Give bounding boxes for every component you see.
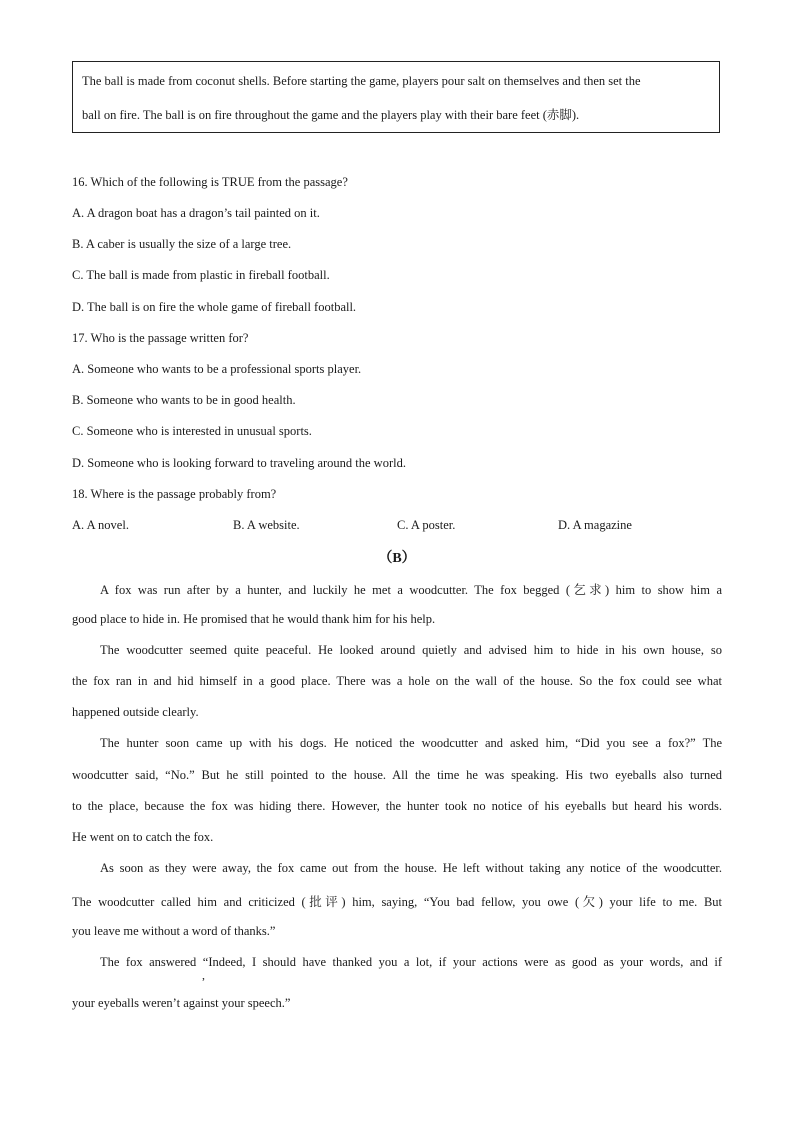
passage-line: As soon as they were away, the fox came out from the house. He left without taking any notice of the woodcutter.: [100, 861, 722, 875]
question-17-option-d: D. Someone who is looking forward to traveling around the world.: [72, 456, 406, 470]
question-18-option-a: A. A novel.: [72, 518, 129, 532]
question-16-option-a: A. A dragon boat has a dragon’s tail painted on it.: [72, 206, 320, 220]
question-16-stem: 16. Which of the following is TRUE from the passage?: [72, 175, 348, 189]
passage-line: He went on to catch the fox.: [72, 830, 214, 844]
passage-line: woodcutter said, “No.” But he still pointed to the house. All the time he was speaking. His two eyeballs also turned: [72, 768, 722, 782]
passage-line: A fox was run after by a hunter, and luckily he met a woodcutter. The fox begged (乞求) him to show him a: [100, 583, 722, 597]
passage-line: the fox ran in and hid himself in a good place. There was a hole on the wall of the house. So the fox could see what: [72, 674, 722, 688]
question-17-option-a: A. Someone who wants to be a professional sports player.: [72, 362, 362, 376]
passage-line: your eyeballs weren’t against your speech.”: [72, 996, 291, 1010]
question-18-option-d: D. A magazine: [558, 518, 632, 532]
passage-line: to the place, because the fox was hiding there. However, the hunter took no notice of his eyeballs but heard his words.: [72, 799, 722, 813]
stray-comma-mark: ,: [202, 968, 205, 982]
passage-line: The woodcutter seemed quite peaceful. He looked around quietly and advised him to hide in his own house, so: [100, 643, 722, 657]
question-18-option-c: C. A poster.: [397, 518, 456, 532]
passage-line: good place to hide in. He promised that he would thank him for his help.: [72, 612, 436, 626]
question-18-option-b: B. A website.: [233, 518, 300, 532]
question-17-option-b: B. Someone who wants to be in good health.: [72, 393, 296, 407]
passage-line: The woodcutter called him and criticized (批评) him, saying, “You bad fellow, you owe (欠) your life to me. But: [72, 895, 722, 909]
passage-line: The fox answered “Indeed, I should have thanked you a lot, if your actions were as good as your words, and if: [100, 955, 722, 969]
question-17-stem: 17. Who is the passage written for?: [72, 331, 249, 345]
question-16-option-c: C. The ball is made from plastic in fireball football.: [72, 268, 330, 282]
question-18-stem: 18. Where is the passage probably from?: [72, 487, 277, 501]
question-16-option-b: B. A caber is usually the size of a large tree.: [72, 237, 292, 251]
section-b-heading: （B）: [378, 551, 416, 566]
passage-box-line: The ball is made from coconut shells. Before starting the game, players pour salt on themselves and then set the: [82, 74, 641, 88]
passage-line: you leave me without a word of thanks.”: [72, 924, 276, 938]
passage-excerpt-box: [72, 61, 720, 133]
passage-box-line: ball on fire. The ball is on fire throughout the game and the players play with their bare feet (赤脚).: [82, 108, 580, 122]
question-16-option-d: D. The ball is on fire the whole game of fireball football.: [72, 300, 357, 314]
passage-line: The hunter soon came up with his dogs. He noticed the woodcutter and asked him, “Did you see a fox?” The: [100, 736, 722, 750]
question-17-option-c: C. Someone who is interested in unusual sports.: [72, 424, 312, 438]
passage-line: happened outside clearly.: [72, 705, 199, 719]
